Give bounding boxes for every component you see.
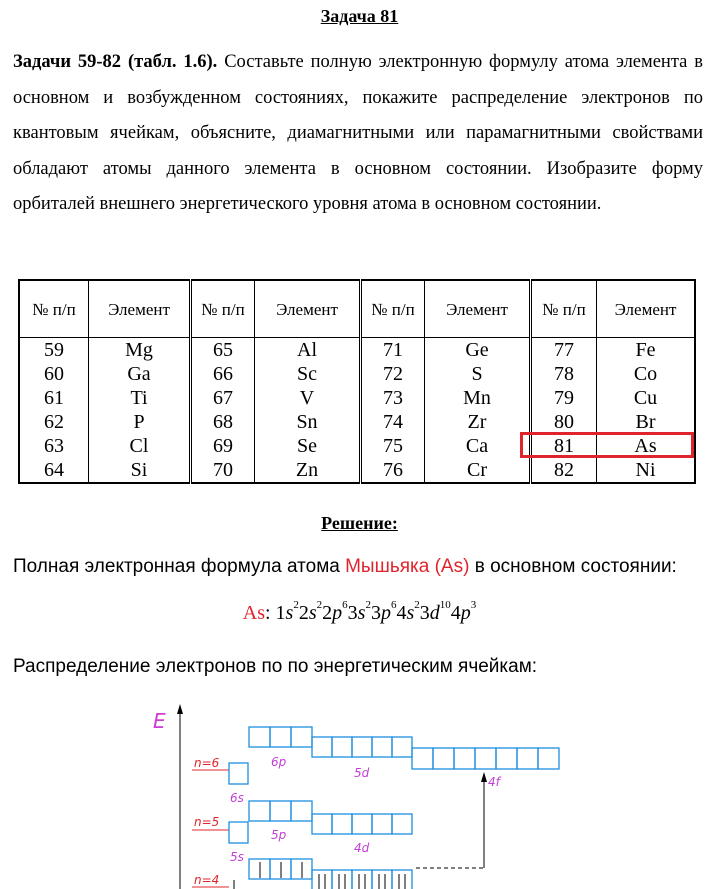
- header-element: Элемент: [255, 280, 361, 338]
- header-element: Элемент: [425, 280, 531, 338]
- cell-number: 70: [191, 458, 255, 483]
- table-row: [19, 410, 695, 434]
- header-num: № п/п: [531, 280, 597, 338]
- cell-element: S: [425, 362, 531, 386]
- task-text: [13, 45, 703, 223]
- formula-term: $3s^2$: [347, 599, 371, 624]
- cell-number: 74: [361, 410, 425, 434]
- orbital-6p-label: 6p: [271, 755, 287, 769]
- formula-symbol: As: [242, 602, 265, 624]
- header-num: № п/п: [19, 280, 89, 338]
- cell-number: 63: [19, 434, 89, 458]
- solution-title: Решение:: [321, 513, 398, 533]
- cell-element: P: [89, 410, 191, 434]
- orbital-4f-label: 4f: [488, 775, 500, 789]
- cell-number: 65: [191, 338, 255, 363]
- orbital-4d-label: 4d: [354, 841, 370, 855]
- level-n5: n=5: [194, 815, 220, 829]
- header-element: Элемент: [597, 280, 696, 338]
- cell-element: Cr: [425, 458, 531, 483]
- cell-element: Ti: [89, 386, 191, 410]
- level-n6: n=6: [194, 756, 220, 770]
- intro-after: в основном состоянии:: [469, 556, 677, 577]
- header-num: № п/п: [361, 280, 425, 338]
- highlight-box-81-as: [520, 432, 694, 458]
- distribution-intro: Распределение электронов по по энергетическим ячейкам:: [13, 656, 538, 677]
- orbital-4f-cells: [412, 748, 559, 769]
- cell-number: 82: [531, 458, 597, 483]
- table-row: [19, 458, 695, 483]
- cell-element: Ca: [425, 434, 531, 458]
- cell-number: 80: [531, 410, 597, 434]
- header-num: № п/п: [191, 280, 255, 338]
- cell-number: 64: [19, 458, 89, 483]
- element-name: Мышьяка (As): [345, 556, 470, 577]
- formula-term: $2p^6$: [322, 599, 348, 624]
- orbital-5s-cell: [229, 822, 248, 843]
- formula-terms: [275, 599, 477, 624]
- cell-element: Zn: [255, 458, 361, 483]
- cell-number: 60: [19, 362, 89, 386]
- page-title: Задача 81: [320, 6, 399, 26]
- cell-number: 72: [361, 362, 425, 386]
- cell-element: Cl: [89, 434, 191, 458]
- formula-term: $4p^3$: [450, 599, 477, 624]
- level-n4: n=4: [194, 873, 220, 887]
- formula-term: $4s^2$: [396, 599, 420, 624]
- orbital-3d-cells: [312, 870, 412, 889]
- 4f-arrow-icon: [481, 772, 487, 782]
- orbital-4d-cells: [312, 814, 412, 834]
- table-header-row: [19, 280, 695, 338]
- cell-number: 62: [19, 410, 89, 434]
- cell-number: 77: [531, 338, 597, 363]
- cell-element: Al: [255, 338, 361, 363]
- table-row: [19, 338, 695, 363]
- cell-element: As: [597, 434, 696, 458]
- orbital-5s-label: 5s: [230, 850, 244, 864]
- cell-element: Ge: [425, 338, 531, 363]
- cell-element: Ni: [597, 458, 696, 483]
- orbital-6p-cells: [249, 727, 312, 747]
- cell-number: 78: [531, 362, 597, 386]
- cell-element: Fe: [597, 338, 696, 363]
- cell-number: 59: [19, 338, 89, 363]
- intro-before: Полная электронная формула атома: [13, 556, 346, 577]
- orbital-5d-label: 5d: [354, 766, 370, 780]
- orbital-5d-cells: [312, 737, 412, 757]
- formula-term: $2s^2$: [298, 599, 323, 624]
- formula-intro: [13, 556, 677, 578]
- cell-element: Br: [597, 410, 696, 434]
- electron-arrows: [234, 862, 405, 889]
- formula-term: $3p^6$: [370, 599, 397, 624]
- cell-number: 61: [19, 386, 89, 410]
- task-body: Составьте полную электронную формулу атома элемента в основном и возбужденном состояниях, покажите распределение электронов по квантовым ячейкам, объясните, диамагнитными или парамагнитными свойствами обладают атомы данного элемента в основном состоянии. Изобразите форму орбиталей внешнего энергетического уровня атома в основном состоянии.: [13, 52, 703, 214]
- cell-element: Mn: [425, 386, 531, 410]
- axis-arrow-icon: [177, 704, 183, 714]
- formula-term: $1s^2$: [275, 599, 299, 624]
- cell-number: 66: [191, 362, 255, 386]
- cell-number: 68: [191, 410, 255, 434]
- cell-element: Ga: [89, 362, 191, 386]
- task-prefix: Задачи 59-82 (табл. 1.6).: [13, 52, 218, 72]
- cell-element: Si: [89, 458, 191, 483]
- formula-term: $3d^{10}$: [419, 599, 451, 624]
- orbital-6s-label: 6s: [230, 791, 244, 805]
- orbital-6s-cell: [229, 763, 248, 784]
- cell-element: Sn: [255, 410, 361, 434]
- orbital-5p-label: 5p: [271, 828, 287, 842]
- cell-element: Cu: [597, 386, 696, 410]
- axis-label: E: [153, 709, 166, 733]
- table-row: [19, 386, 695, 410]
- table-row: [19, 362, 695, 386]
- cell-element: Se: [255, 434, 361, 458]
- cell-number: 71: [361, 338, 425, 363]
- energy-cells-diagram: [0, 700, 719, 889]
- cell-number: 69: [191, 434, 255, 458]
- cell-number: 75: [361, 434, 425, 458]
- cell-element: Mg: [89, 338, 191, 363]
- cell-element: V: [255, 386, 361, 410]
- cell-number: 73: [361, 386, 425, 410]
- cell-number: 67: [191, 386, 255, 410]
- electron-formula: As: $1s^22s^22p^63s^23p^64s^23d^{10}4p^3$: [242, 599, 477, 624]
- header-element: Элемент: [89, 280, 191, 338]
- cell-element: Sc: [255, 362, 361, 386]
- cell-number: 79: [531, 386, 597, 410]
- cell-number: 81: [531, 434, 597, 458]
- cell-number: 76: [361, 458, 425, 483]
- cell-element: Zr: [425, 410, 531, 434]
- orbital-5p-cells: [249, 801, 312, 821]
- cell-element: Co: [597, 362, 696, 386]
